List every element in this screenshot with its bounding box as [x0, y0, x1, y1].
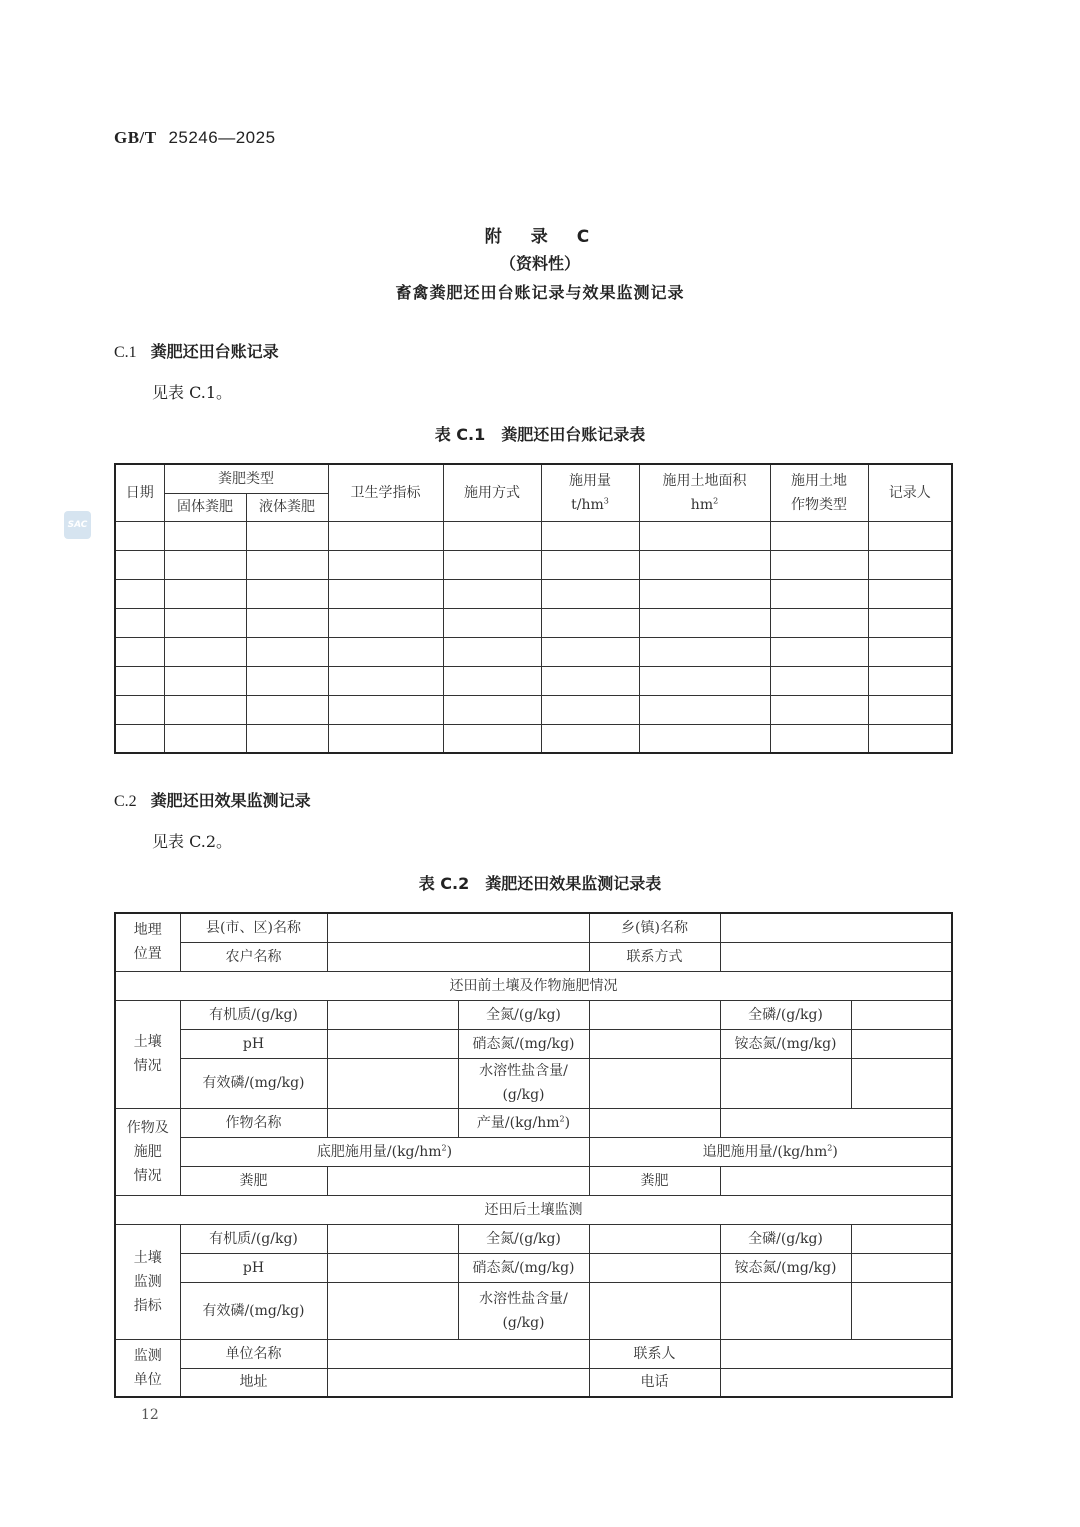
table-c1-title: 表 C.1 粪肥还田台账记录表: [434, 425, 646, 444]
total-n-value: [589, 1000, 720, 1029]
monitor-line1: 土壤: [133, 1249, 162, 1266]
section-c1-body: 见表 C.1。: [152, 383, 233, 402]
monitor-line2: 监测: [133, 1273, 162, 1290]
post-ph-value: [327, 1253, 458, 1282]
yield-unit-sup: 2: [559, 1113, 565, 1123]
standard-number: 25246—2025: [168, 128, 276, 147]
post-total-n-label: 全氮/(g/kg): [458, 1224, 589, 1253]
contact-value: [720, 942, 952, 971]
soil-label: [115, 1000, 180, 1108]
contact-person-label: 联系人: [589, 1339, 720, 1368]
unit-name-value: [327, 1339, 589, 1368]
monitor-unit-label: [115, 1339, 180, 1397]
yield-value: [589, 1108, 720, 1137]
monitor-unit-line2: 单位: [133, 1371, 162, 1388]
monitor-label: [115, 1224, 180, 1339]
post-section-heading: 还田后土壤监测: [115, 1195, 952, 1224]
post-total-p-label: 全磷/(g/kg): [720, 1224, 851, 1253]
crop-type-line1: 施用土地: [791, 472, 847, 489]
ph-value: [327, 1029, 458, 1058]
section-c2-number: C.2: [114, 793, 137, 810]
post-organic-value: [327, 1224, 458, 1253]
post-ammonium-n-value: [851, 1253, 952, 1282]
salt-line1: 水溶性盐含量/: [479, 1063, 568, 1079]
table-row: [115, 637, 952, 666]
table-row: [115, 608, 952, 637]
monitor-line3: 指标: [133, 1297, 162, 1314]
farmer-name-label: 农户名称: [180, 942, 327, 971]
salt-label: [458, 1058, 589, 1108]
table-c1: [114, 463, 953, 754]
post-salt-line2: (g/kg): [502, 1314, 545, 1331]
empty-cell: [851, 1282, 952, 1339]
standard-code: [114, 128, 276, 148]
post-salt-label: [458, 1282, 589, 1339]
post-nitrate-n-label: 硝态氮/(mg/kg): [458, 1253, 589, 1282]
empty-cell: [851, 1058, 952, 1108]
crop-name-label: 作物名称: [180, 1108, 327, 1137]
table-row: [115, 579, 952, 608]
area-unit-base: hm: [690, 496, 714, 513]
post-salt-line1: 水溶性盐含量/: [479, 1290, 568, 1307]
table-c2: [114, 912, 953, 1398]
location-line1: 地理: [133, 922, 162, 939]
total-n-label: 全氮/(g/kg): [458, 1000, 589, 1029]
crop-line3: 情况: [133, 1167, 162, 1184]
phone-label: 电话: [589, 1368, 720, 1397]
crop-line2: 施肥: [133, 1143, 162, 1160]
watermark-text: SAC: [67, 520, 88, 530]
post-ph-label: pH: [180, 1253, 327, 1282]
avail-p-label: 有效磷/(mg/kg): [180, 1058, 327, 1108]
section-c2-title: 粪肥还田效果监测记录: [150, 791, 311, 810]
crop-label: [115, 1108, 180, 1195]
post-ammonium-n-label: 铵态氮/(mg/kg): [720, 1253, 851, 1282]
post-avail-p-value: [327, 1282, 458, 1339]
crop-name-value: [327, 1108, 458, 1137]
county-name-value: [327, 913, 589, 942]
area-unit-sup: 2: [713, 496, 719, 506]
header-area: [639, 464, 770, 521]
top-amount-text: 追肥施用量/(kg/hm: [702, 1143, 828, 1160]
location-line2: 位置: [133, 946, 162, 963]
amount-unit-base: t/hm: [571, 496, 604, 513]
contact-person-value: [720, 1339, 952, 1368]
contact-label: 联系方式: [589, 942, 720, 971]
post-avail-p-label: 有效磷/(mg/kg): [180, 1282, 327, 1339]
header-amount: [541, 464, 639, 521]
amount-unit: [542, 493, 639, 517]
section-c1-number: C.1: [114, 344, 137, 361]
post-total-p-value: [851, 1224, 952, 1253]
ammonium-n-value: [851, 1029, 952, 1058]
ammonium-n-label: 铵态氮/(mg/kg): [720, 1029, 851, 1058]
address-value: [327, 1368, 589, 1397]
table-row: [115, 521, 952, 550]
header-crop-type: [770, 464, 868, 521]
address-label: 地址: [180, 1368, 327, 1397]
town-name-label: 乡(镇)名称: [589, 913, 720, 942]
sac-watermark: [64, 511, 91, 539]
table-row: [115, 695, 952, 724]
header-method: 施用方式: [443, 464, 541, 521]
salt-line2: (g/kg): [502, 1087, 545, 1103]
post-salt-value: [589, 1282, 720, 1339]
header-recorder: 记录人: [868, 464, 952, 521]
farmer-name-value: [327, 942, 589, 971]
base-amount-label: [180, 1137, 589, 1166]
total-p-value: [851, 1000, 952, 1029]
soil-line1: 土壤: [133, 1034, 162, 1050]
yield-extra: [720, 1108, 952, 1137]
post-organic-label: 有机质/(g/kg): [180, 1224, 327, 1253]
nitrate-n-label: 硝态氮/(mg/kg): [458, 1029, 589, 1058]
base-amount-text: 底肥施用量/(kg/hm: [316, 1143, 442, 1160]
county-name-label: 县(市、区)名称: [180, 913, 327, 942]
top-manure-value: [720, 1166, 952, 1195]
section-c2-heading: [114, 788, 311, 811]
crop-type-line2: 作物类型: [791, 496, 847, 513]
top-manure-label: 粪肥: [589, 1166, 720, 1195]
section-c1-heading: [114, 339, 279, 362]
location-label: [115, 913, 180, 971]
standard-prefix: GB/T: [114, 128, 157, 147]
crop-line1: 作物及: [126, 1119, 169, 1136]
header-liquid-manure: 液体粪肥: [246, 493, 328, 521]
empty-cell: [720, 1058, 851, 1108]
section-c2-body: 见表 C.2。: [152, 832, 233, 851]
avail-p-value: [327, 1058, 458, 1108]
base-manure-value: [327, 1166, 589, 1195]
annex-title: 附 录 C: [484, 227, 596, 247]
table-row: [115, 666, 952, 695]
area-label: 施用土地面积: [662, 472, 747, 489]
unit-name-label: 单位名称: [180, 1339, 327, 1368]
ph-label: pH: [180, 1029, 327, 1058]
annex-type: （资料性）: [499, 254, 580, 273]
post-nitrate-n-value: [589, 1253, 720, 1282]
monitor-unit-line1: 监测: [133, 1347, 162, 1364]
amount-unit-sup: 3: [603, 496, 609, 506]
table-row: [115, 550, 952, 579]
post-total-n-value: [589, 1224, 720, 1253]
base-manure-label: 粪肥: [180, 1166, 327, 1195]
base-unit-close: ): [446, 1143, 453, 1160]
amount-label: 施用量: [569, 472, 611, 489]
yield-label: [458, 1108, 589, 1137]
yield-label-text: 产量/(kg/hm: [476, 1114, 560, 1131]
empty-cell: [720, 1282, 851, 1339]
header-date: 日期: [115, 464, 164, 521]
annex-name: 畜禽粪肥还田台账记录与效果监测记录: [395, 283, 685, 302]
top-unit-sup: 2: [827, 1142, 833, 1152]
town-name-value: [720, 913, 952, 942]
section-c1-title: 粪肥还田台账记录: [150, 342, 279, 361]
top-unit-close: ): [832, 1143, 838, 1160]
phone-value: [720, 1368, 952, 1397]
soil-line2: 情况: [133, 1058, 162, 1074]
organic-value: [327, 1000, 458, 1029]
header-manure-type: 粪肥类型: [164, 464, 328, 493]
nitrate-n-value: [589, 1029, 720, 1058]
header-hygiene: 卫生学指标: [328, 464, 443, 521]
organic-label: 有机质/(g/kg): [180, 1000, 327, 1029]
table-c2-title: 表 C.2 粪肥还田效果监测记录表: [418, 874, 662, 893]
total-p-label: 全磷/(g/kg): [720, 1000, 851, 1029]
page-number: 12: [141, 1407, 159, 1423]
header-solid-manure: 固体粪肥: [164, 493, 246, 521]
top-amount-label: [589, 1137, 952, 1166]
table-row: [115, 724, 952, 753]
base-unit-sup: 2: [441, 1142, 447, 1152]
salt-value: [589, 1058, 720, 1108]
pre-section-heading: 还田前土壤及作物施肥情况: [115, 971, 952, 1000]
yield-unit-close: ): [564, 1114, 571, 1131]
area-unit: [640, 493, 770, 517]
